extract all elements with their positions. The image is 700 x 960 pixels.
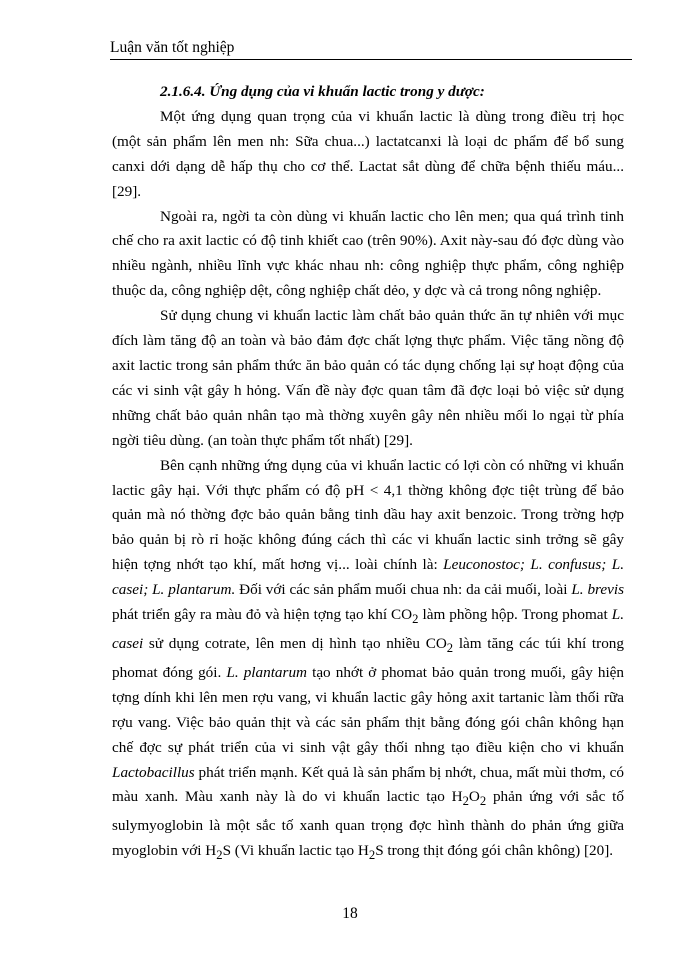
text-run: Bên cạnh những ứng dụng của vi khuẩn lactic có lợi còn có những vi khuẩn lactic gây hại. Với thực phẩm có độ pH < 4,1 thờng không đợc tiệt trùng để bảo quản mà nó thờng đợc bảo quản bằng tinh dầu hay axit benzoic. Trong trờng hợp bảo quản bị rò rỉ hoặc không đúng cách thì các vi khuẩn lactic sinh trởng sẽ gây hiện tợng nhớt tạo khí, mất hơng vị... loài chính là:	[112, 456, 624, 574]
species-name: Lactobacillus	[112, 763, 195, 781]
page-header: Luận văn tốt nghiệp	[110, 38, 632, 60]
subscript: 2	[368, 848, 376, 863]
section-title: Ứng dụng của vi khuẩn lactic trong y dược:	[209, 83, 485, 100]
text-run: phản ứng với sắc tố sulymyoglobin là một sắc tố xanh quan trọng đợc hình thành do phản ứng giữa myoglobin với H	[112, 788, 624, 860]
subscript: 2	[462, 794, 469, 809]
paragraph-1: Một ứng dụng quan trọng của vi khuẩn lactic là dùng trong điều trị học (một sản phẩm lên men nh: Sữa chua...) lactatcanxi là loại dc phẩm để bổ sung canxi dới dạng dễ hấp thụ cho cơ thể. Lactat sắt dùng để chữa bệnh thiếu máu... [29].	[112, 107, 624, 200]
text-run: O	[468, 788, 480, 806]
subscript: 2	[479, 794, 487, 809]
page-number: 18	[342, 905, 358, 922]
section-number: 2.1.6.4.	[160, 83, 206, 100]
text-run: S trong thịt đóng gói chân không) [20].	[375, 842, 614, 860]
text-run: Đối với các sản phẩm muối chua nh: da cải muối, loài	[235, 581, 572, 599]
subscript: 2	[216, 848, 223, 863]
species-name: L. casei	[112, 606, 624, 652]
text-run: làm phồng hộp. Trong phomat	[418, 606, 612, 624]
subscript: 2	[446, 641, 454, 655]
paragraph-3: Sử dụng chung vi khuẩn lactic làm chất bảo quản thức ăn tự nhiên với mục đích làm tăng độ an toàn và bảo đảm đợc chất lợng thực phẩm. Việc tăng nồng độ axit lactic trong sản phẩm thức ăn bảo quản có tác dụng chống lại sự hoạt động của các vi sinh vật gây h hỏng. Vấn đề này đợc quan tâm đã đợc loại bỏ việc sử dụng những chất bảo quản nhân tạo mà thờng xuyên gây nên nhiều mối lo ngại từ phía ngời tiêu dùng. (an toàn thực phẩm tốt nhất) [29].	[112, 307, 624, 449]
text-run: tạo nhớt ở phomat bảo quản trong muối, gây hiện tợng dính khi lên men rợu vang, vi khuẩn lactic gây hỏng axit tartanic làm thối rữa rợu vang. Việc bảo quản thịt và các sản phẩm thịt bằng đóng gói chân không hạn chế đợc sự phát triển của vi sinh vật gây thối nhng tạo điều kiện cho vi khuẩn	[112, 663, 625, 756]
text-run: sử dụng cotrate, lên men dị hình tạo nhiều CO	[143, 634, 447, 652]
paragraph-4	[112, 454, 624, 869]
section-heading	[112, 80, 624, 105]
species-name: L. brevis	[571, 581, 624, 599]
text-run: làm tăng các túi khí trong phomat đóng gói.	[112, 634, 624, 681]
species-name: L. plantarum	[226, 663, 308, 681]
subscript: 2	[412, 612, 419, 627]
text-run: phát triển mạnh. Kết quả là sản phẩm bị nhớt, chua, mất mùi thơm, có màu xanh. Màu xanh này là do vi khuẩn lactic tạo H	[112, 763, 624, 806]
text-run: phát triển gây ra màu đỏ và hiện tợng tạo khí CO	[112, 606, 413, 624]
species-name: Leuconostoc; L. confusus; L. casei; L. plantarum.	[112, 556, 624, 599]
text-run: S (Vi khuẩn lactic tạo H	[222, 842, 369, 860]
document-body	[112, 80, 624, 868]
paragraph-2: Ngoài ra, ngời ta còn dùng vi khuẩn lactic cho lên men; qua quá trình tinh chế cho ra axit lactic có độ tinh khiết cao (trên 90%). Axit này-sau đó đợc dùng vào nhiều ngành, nhiều lĩnh vực khác nhau nh: công nghiệp thực phẩm, công nghiệp thuộc da, công nghiệp dệt, công nghiệp chất dẻo, y dợc và cả trong nông nghiệp.	[112, 207, 624, 300]
